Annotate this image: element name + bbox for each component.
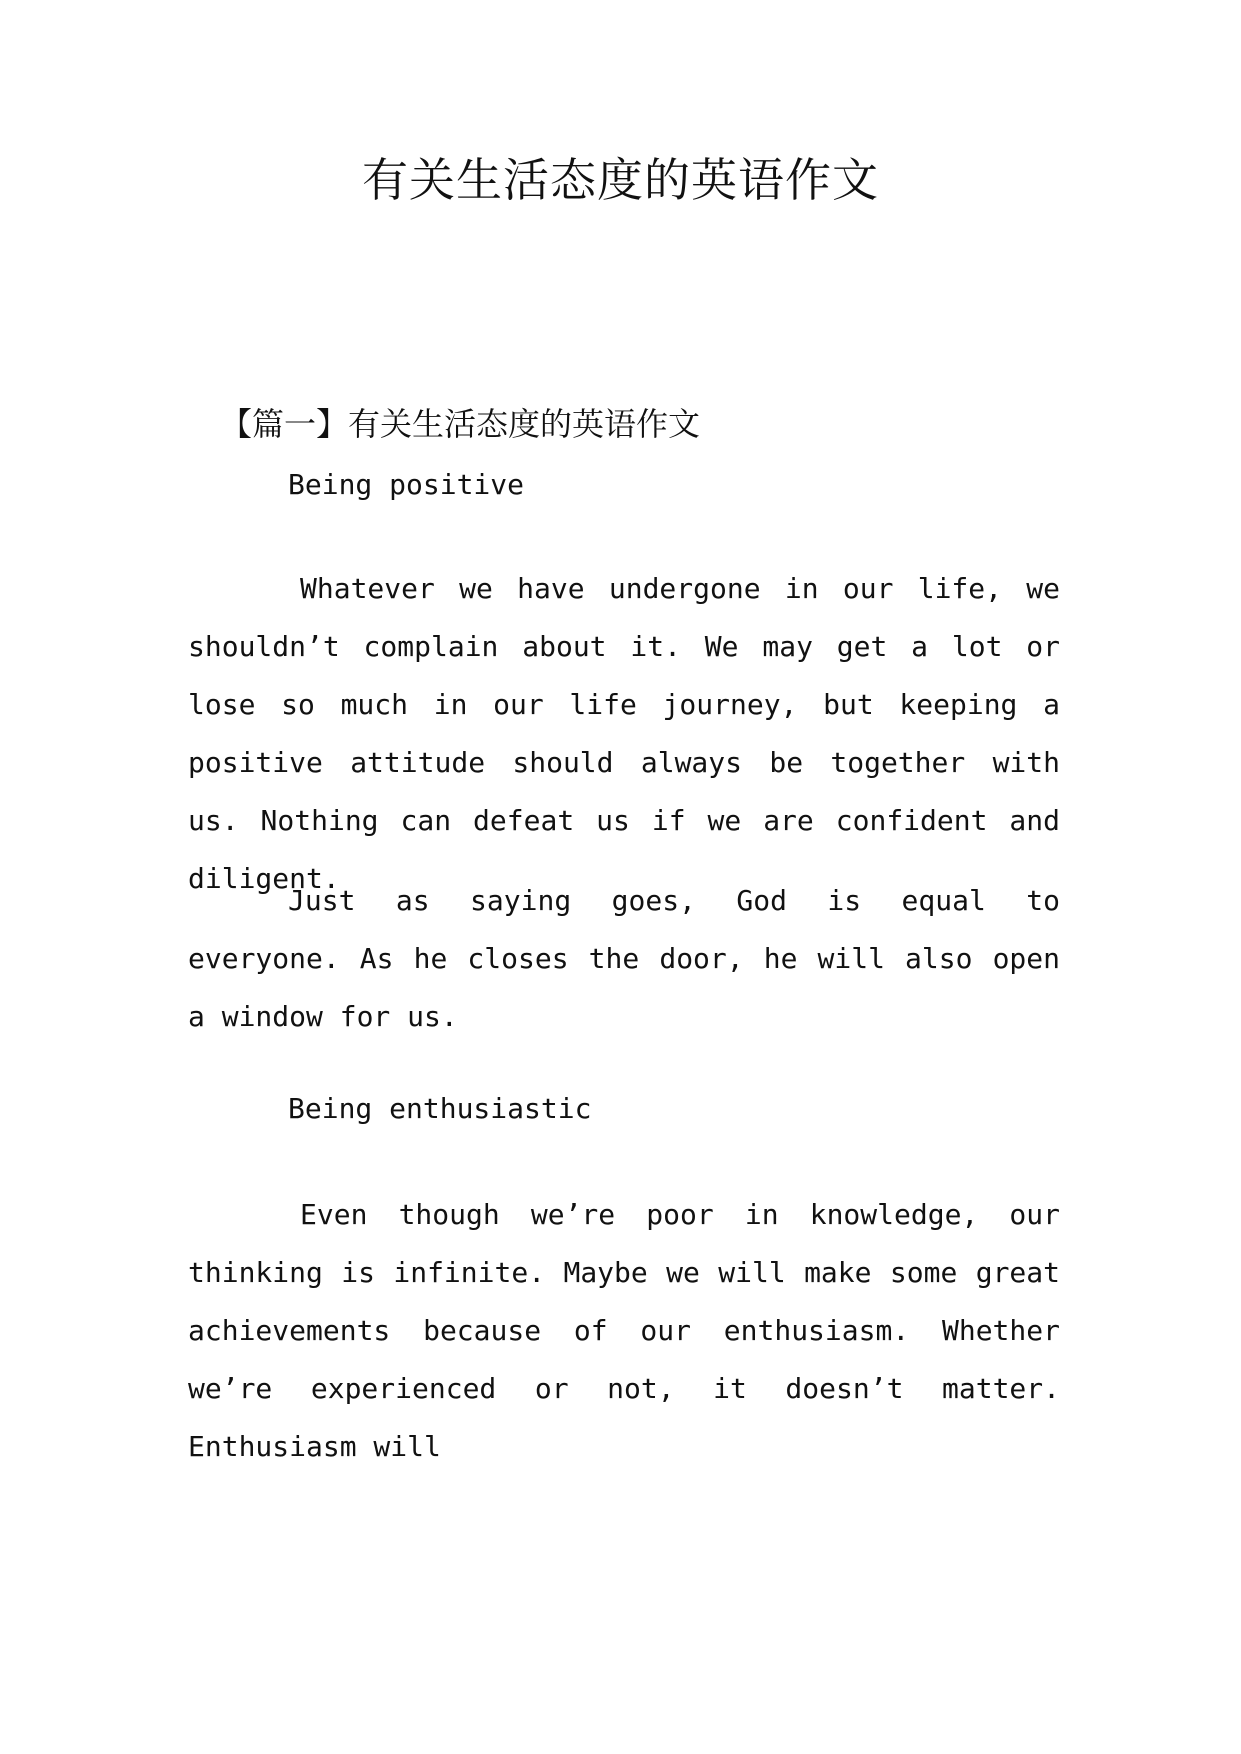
paragraph-positive-attitude: Whatever we have undergone in our life, we shouldn’t complain about it. We may get a lot or lose so much in our life journey, but keeping a positive attitude should always be together with us. Nothing can defeat us if we are confident and diligent.: [188, 572, 1060, 895]
document-title: 有关生活态度的英语作文: [362, 153, 879, 207]
paragraph-enthusiasm: Even though we’re poor in knowledge, our thinking is infinite. Maybe we will make some great achievements because of our enthusiasm. Whether we’re experienced or not, it doesn’t matter. Enthusiasm will: [188, 1198, 1060, 1463]
subheading-being-positive: Being positive: [288, 468, 525, 501]
subheading-being-enthusiastic: Being enthusiastic: [288, 1092, 592, 1125]
paragraph-god-equal: Just as saying goes, God is equal to everyone. As he closes the door, he will also open a window for us.: [188, 884, 1060, 1033]
section-heading: 【篇一】有关生活态度的英语作文: [220, 405, 701, 443]
